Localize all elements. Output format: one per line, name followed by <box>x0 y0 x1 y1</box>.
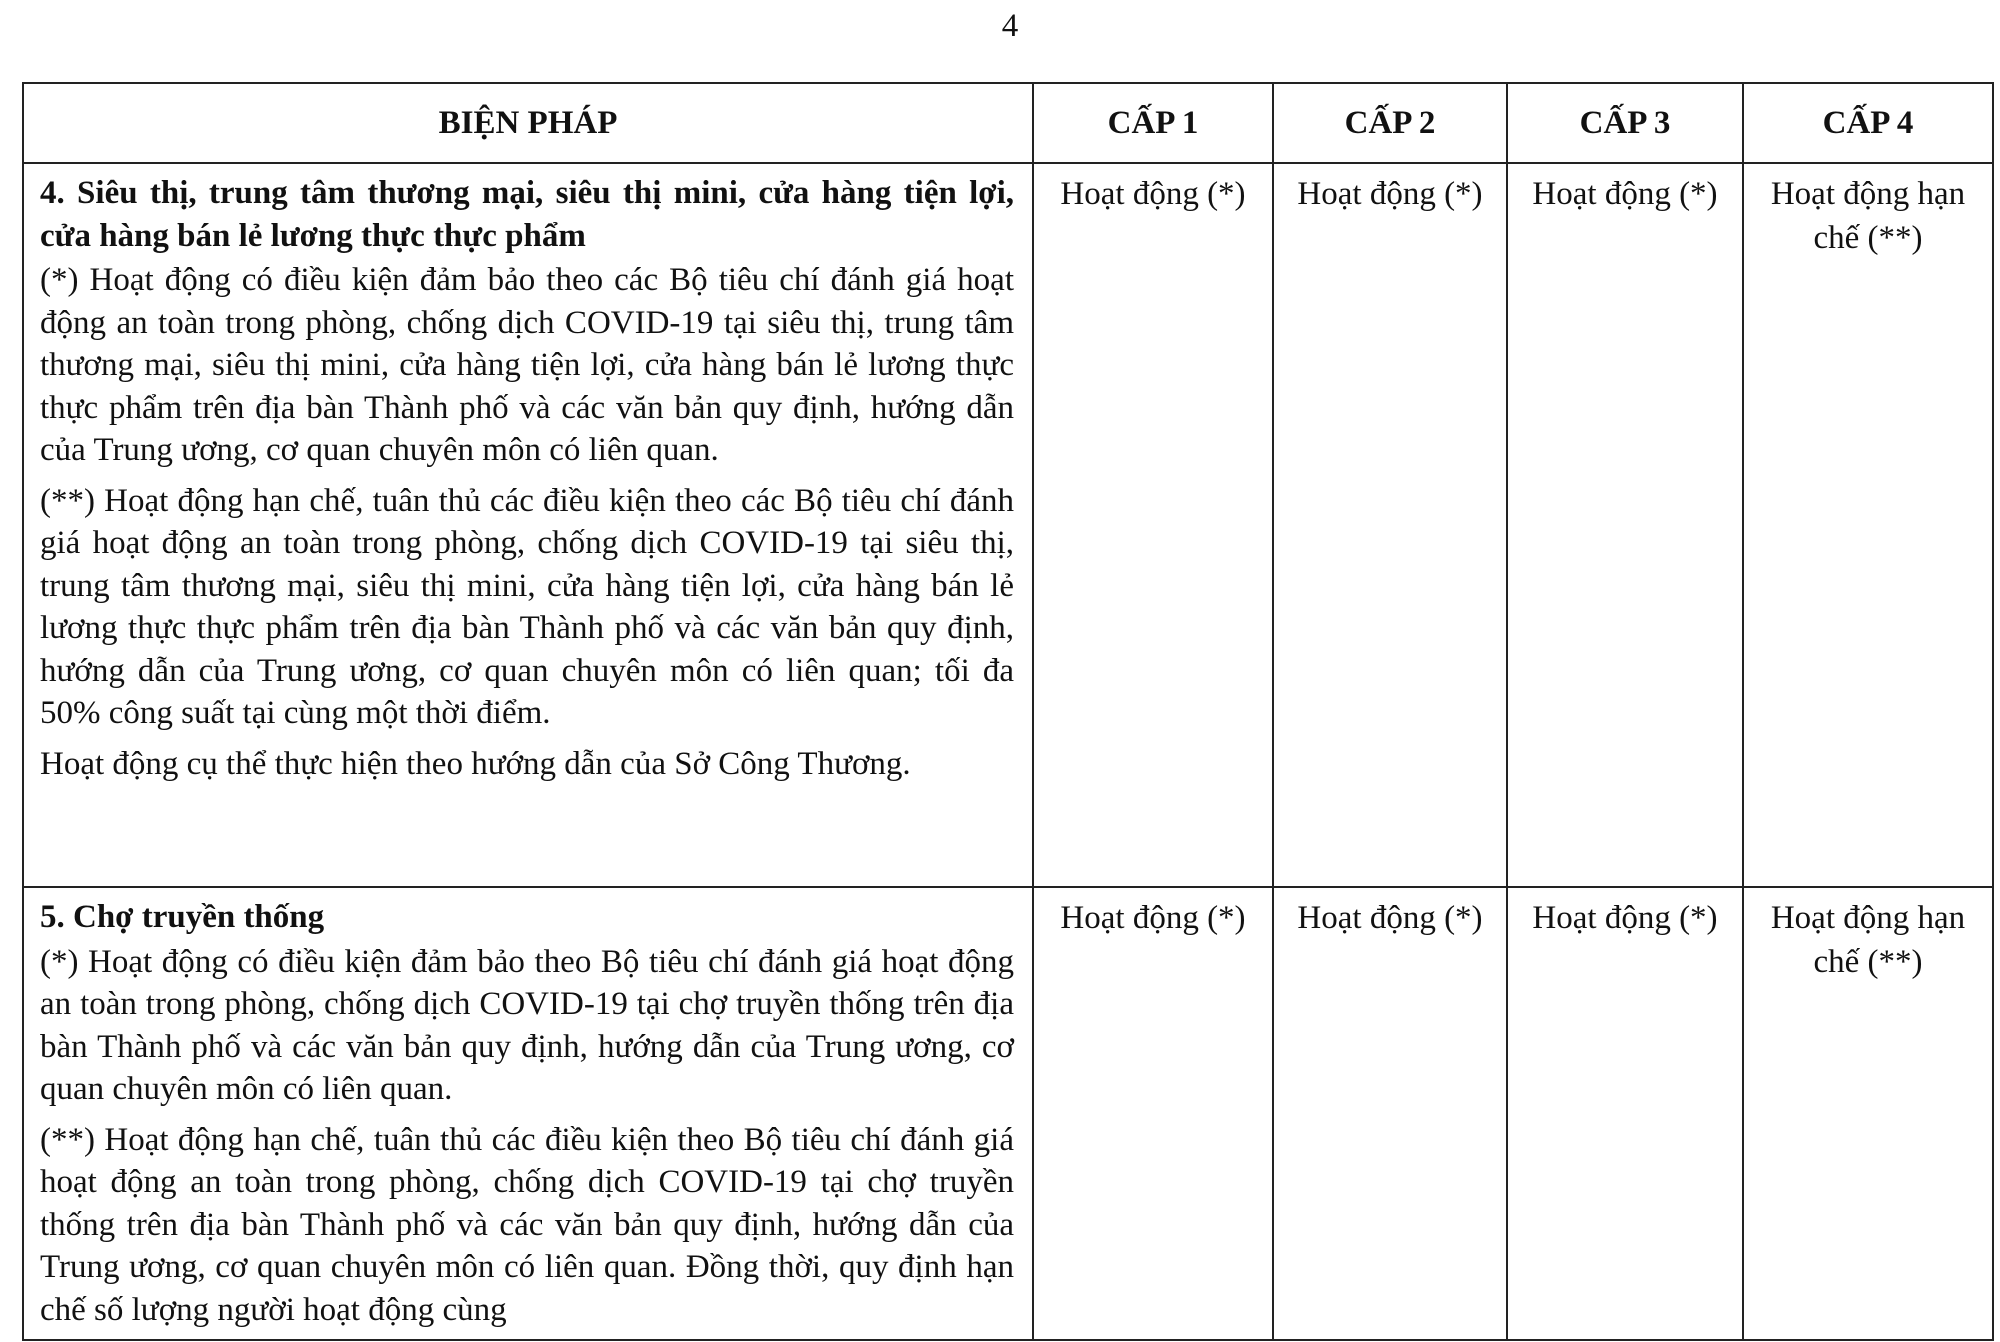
level-4-cell: Hoạt động hạn chế (**) <box>1743 163 1993 887</box>
level-2-cell: Hoạt động (*) <box>1273 163 1507 887</box>
table-row <box>23 887 1993 1340</box>
measures-table <box>22 82 1994 1341</box>
measure-title: 4. Siêu thị, trung tâm thương mại, siêu thị mini, cửa hàng tiện lợi, cửa hàng bán lẻ lương thực thực phẩm <box>40 175 1014 254</box>
header-level-2: CẤP 2 <box>1273 83 1507 163</box>
measure-paragraph: (*) Hoạt động có điều kiện đảm bảo theo Bộ tiêu chí đánh giá hoạt động an toàn trong phòng, chống dịch COVID-19 tại chợ truyền thống trên địa bàn Thành phố và các văn bản quy định, hướng dẫn của Trung ương, cơ quan chuyên môn có liên quan. <box>40 943 1014 1107</box>
level-3-cell: Hoạt động (*) <box>1507 163 1743 887</box>
level-1-cell: Hoạt động (*) <box>1033 887 1273 1340</box>
measure-cell <box>23 163 1033 887</box>
table-header-row <box>23 83 1993 163</box>
header-level-4: CẤP 4 <box>1743 83 1993 163</box>
header-level-1: CẤP 1 <box>1033 83 1273 163</box>
level-2-cell: Hoạt động (*) <box>1273 887 1507 1340</box>
header-level-3: CẤP 3 <box>1507 83 1743 163</box>
level-1-cell: Hoạt động (*) <box>1033 163 1273 887</box>
measure-paragraph: Hoạt động cụ thể thực hiện theo hướng dẫn của Sở Công Thương. <box>40 745 911 782</box>
measure-paragraph: (*) Hoạt động có điều kiện đảm bảo theo các Bộ tiêu chí đánh giá hoạt động an toàn trong phòng, chống dịch COVID-19 tại siêu thị, trung tâm thương mại, siêu thị mini, cửa hàng tiện lợi, cửa hàng bán lẻ lương thực thực phẩm trên địa bàn Thành phố và các văn bản quy định, hướng dẫn của Trung ương, cơ quan chuyên môn có liên quan. <box>40 262 1014 468</box>
page-number: 4 <box>1001 8 1019 44</box>
header-measure: BIỆN PHÁP <box>23 83 1033 163</box>
level-3-cell: Hoạt động (*) <box>1507 887 1743 1340</box>
table-row <box>23 163 1993 887</box>
measure-cell <box>23 887 1033 1340</box>
level-4-cell: Hoạt động hạn chế (**) <box>1743 887 1993 1340</box>
measure-title: 5. Chợ truyền thống <box>40 899 325 935</box>
measure-paragraph: (**) Hoạt động hạn chế, tuân thủ các điều kiện theo Bộ tiêu chí đánh giá hoạt động an toàn trong phòng, chống dịch COVID-19 tại chợ truyền thống trên địa bàn Thành phố và các văn bản quy định, hướng dẫn của Trung ương, cơ quan chuyên môn có liên quan. Đồng thời, quy định hạn chế số lượng người hoạt động cùng <box>40 1121 1014 1328</box>
measure-paragraph: (**) Hoạt động hạn chế, tuân thủ các điều kiện theo các Bộ tiêu chí đánh giá hoạt động an toàn trong phòng, chống dịch COVID-19 tại siêu thị, trung tâm thương mại, siêu thị mini, cửa hàng tiện lợi, cửa hàng bán lẻ lương thực thực phẩm trên địa bàn Thành phố và các văn bản quy định, hướng dẫn của Trung ương, cơ quan chuyên môn có liên quan; tối đa 50% công suất tại cùng một thời điểm. <box>40 482 1014 731</box>
